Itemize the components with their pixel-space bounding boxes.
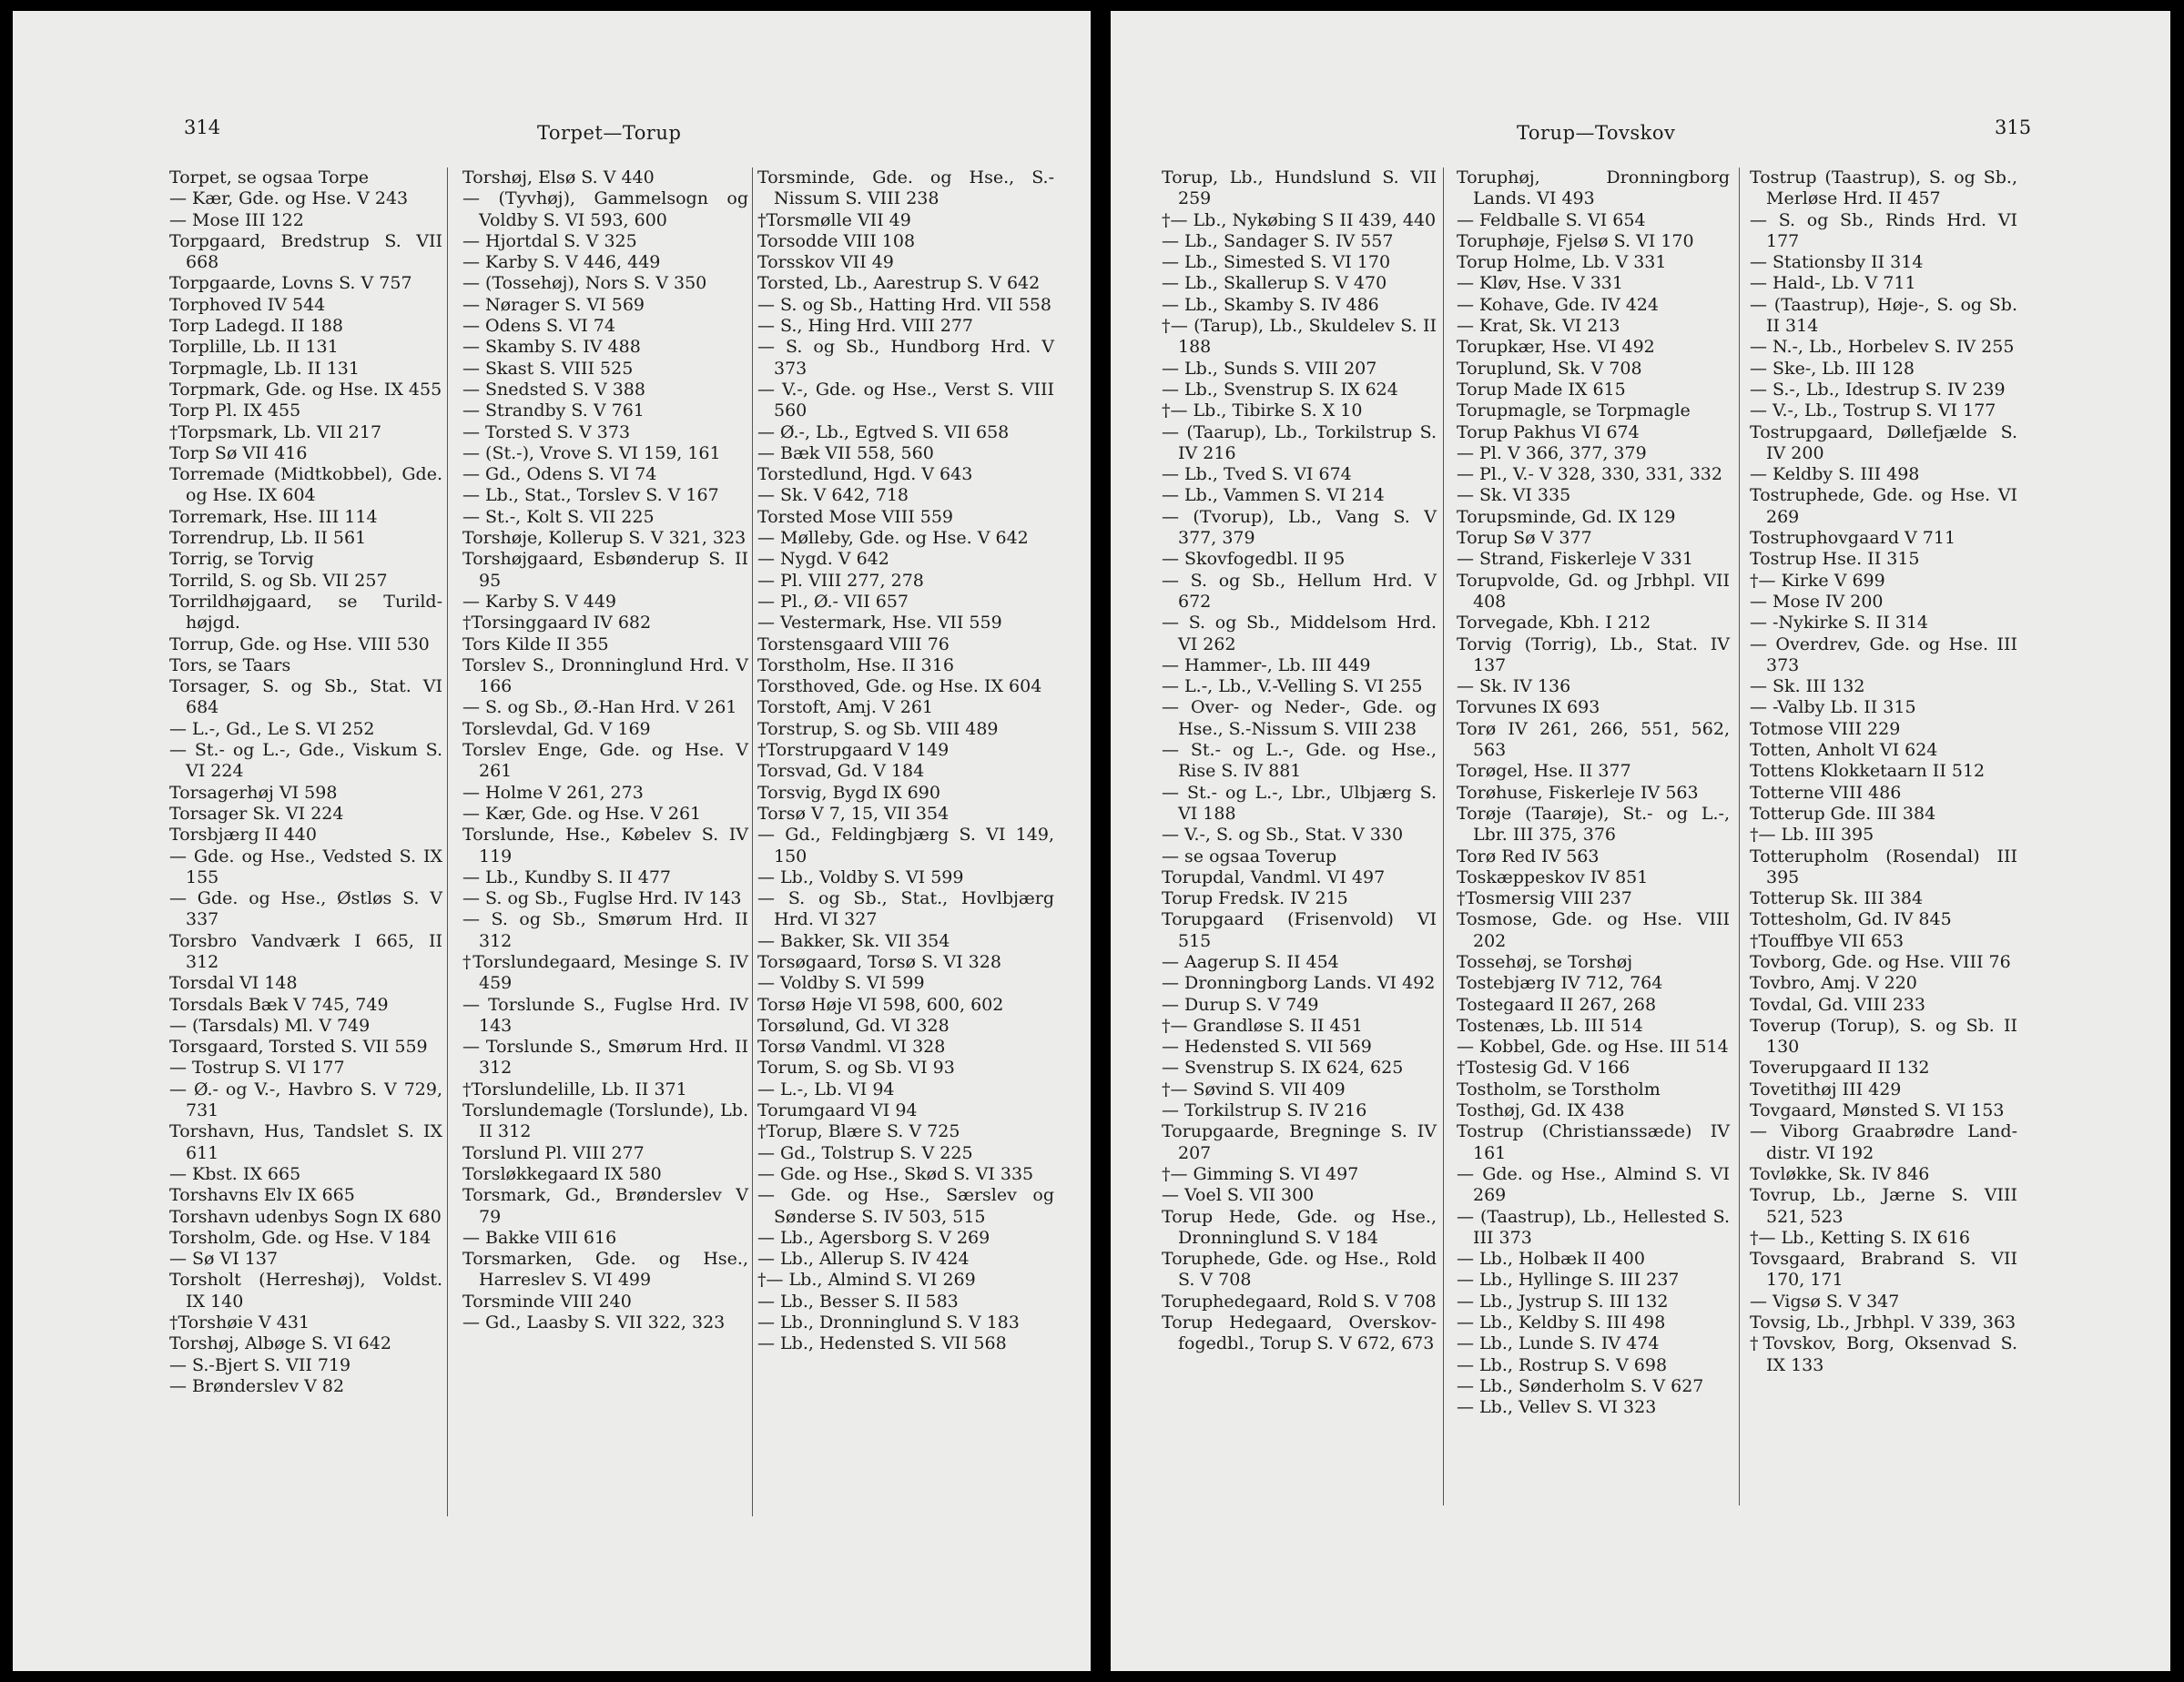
index-entry: — Sk. V 642, 718 (757, 485, 909, 506)
index-entry: Torshavn, Hus, Tandslet S. IX 611 (169, 1121, 442, 1163)
index-entry: — Kær, Gde. og Hse. V 243 (169, 188, 409, 209)
index-entry: — Holme V 261, 273 (462, 782, 644, 803)
index-entry: Totmose VIII 229 (1750, 718, 1901, 739)
index-entry: — Bæk VII 558, 560 (757, 442, 934, 463)
index-entry: †Torshøie V 431 (169, 1312, 310, 1333)
index-entry: — -Valby Lb. II 315 (1750, 697, 1916, 718)
index-entry: — V.-, S. og Sb., Stat. V 330 (1162, 825, 1404, 846)
index-entry: — (Taarup), Lb., Torkilstrup S. IV 216 (1162, 421, 1437, 463)
index-entry: — Lb., Simested S. VI 170 (1162, 252, 1391, 273)
index-entry: Torvegade, Kbh. I 212 (1457, 613, 1651, 633)
index-entry: Torup Hedegaard, Overskov-fogedbl., Torup S. V 672, 673 (1162, 1312, 1437, 1354)
index-entry: Torp Ladegd. II 188 (169, 316, 343, 337)
index-entry: †— Grandløse S. II 451 (1162, 1015, 1363, 1036)
index-entry: Torup Holme, Lb. V 331 (1457, 252, 1667, 273)
index-entry: Tostruphovgaard V 711 (1750, 528, 1956, 549)
index-entry: Torshøjgaard, Esbønderup S. II 95 (462, 549, 748, 591)
index-entry: Torøje (Taarøje), St.- og L.-, Lbr. III 375, 376 (1457, 803, 1730, 846)
index-entry: Torsskov VII 49 (757, 252, 894, 273)
index-entry: Torsager, S. og Sb., Stat. VI 684 (169, 676, 442, 718)
page-number: 314 (184, 117, 221, 138)
index-entry: Torshavns Elv IX 665 (169, 1185, 355, 1206)
index-entry: Tors Kilde II 355 (462, 633, 609, 654)
index-entry: Torsthoved, Gde. og Hse. IX 604 (757, 676, 1042, 697)
index-entry: — Pl. V 366, 377, 379 (1457, 442, 1647, 463)
index-entry: †Torsmølle VII 49 (757, 209, 911, 230)
index-entry: Toruplund, Sk. V 708 (1457, 358, 1642, 379)
right-page (1111, 11, 2170, 1671)
index-entry: Torsdals Bæk V 745, 749 (169, 994, 389, 1015)
index-entry: Toruphedegaard, Rold S. V 708 (1162, 1291, 1437, 1312)
index-entry: — Gd., Odens S. VI 74 (462, 464, 657, 485)
index-entry: Torsminde, Gde. og Hse., S.-Nissum S. VIII 238 (757, 167, 1054, 209)
index-entry: Tostrup (Taastrup), S. og Sb., Merløse Hrd. II 457 (1750, 167, 2017, 209)
index-entry: — (Tarsdals) Ml. V 749 (169, 1015, 371, 1036)
index-entry: — Ø.-, Lb., Egtved S. VII 658 (757, 421, 1010, 442)
index-entry: Torsø V 7, 15, VII 354 (757, 803, 950, 824)
index-entry: — Vigsø S. V 347 (1750, 1291, 1900, 1312)
index-entry: Totterne VIII 486 (1750, 782, 1902, 803)
index-entry: — Sø VI 137 (169, 1249, 279, 1270)
index-entry: Torrig, se Torvig (169, 549, 314, 570)
index-entry: — Lb., Skamby S. IV 486 (1162, 294, 1379, 315)
index-entry: Torslevdal, Gd. V 169 (462, 718, 651, 739)
index-entry: — Keldby S. III 498 (1750, 464, 1920, 485)
index-entry: †Torslundelille, Lb. II 371 (462, 1079, 687, 1099)
running-head: Torup—Tovskov (1517, 122, 1676, 144)
index-entry: †— Lb., Tibirke S. X 10 (1162, 400, 1363, 421)
index-entry: — Voldby S. VI 599 (757, 973, 925, 994)
index-entry: — Aagerup S. II 454 (1162, 951, 1339, 972)
index-entry: — Gde. og Hse., Østløs S. V 337 (169, 888, 442, 930)
index-entry: Torsløkkegaard IX 580 (462, 1163, 662, 1184)
index-entry: — Stationsby II 314 (1750, 252, 1924, 273)
index-entry: — Nygd. V 642 (757, 549, 889, 570)
index-entry: — Lb., Sønderholm S. V 627 (1457, 1375, 1704, 1396)
index-entry: Torupdal, Vandml. VI 497 (1162, 866, 1386, 887)
index-entry: — N.-, Lb., Horbelev S. IV 255 (1750, 337, 2015, 358)
column-rule (752, 167, 753, 1516)
index-entry: Tossehøj, se Torshøj (1457, 951, 1633, 972)
index-entry: — Gde. og Hse., Almind S. VI 269 (1457, 1163, 1730, 1206)
index-entry: Torsdal VI 148 (169, 973, 298, 994)
index-entry: — Brønderslev V 82 (169, 1375, 345, 1396)
index-entry: — L.-, Gd., Le S. VI 252 (169, 718, 375, 739)
index-entry: Tovsgaard, Brabrand S. VII 170, 171 (1750, 1249, 2017, 1291)
index-entry: — Voel S. VII 300 (1162, 1185, 1315, 1206)
index-entry: — Durup S. V 749 (1162, 994, 1319, 1015)
index-entry: Totterup Sk. III 384 (1750, 888, 1924, 909)
index-entry: Torslunde, Hse., Købelev S. IV 119 (462, 825, 748, 866)
index-entry: Torstedlund, Hgd. V 643 (757, 464, 973, 485)
index-entry: — Gd., Feldingbjærg S. VI 149, 150 (757, 825, 1054, 866)
page-number: 315 (1995, 117, 2032, 138)
index-entry: — S. og Sb., Hundborg Hrd. V 373 (757, 337, 1054, 379)
index-entry: — Torkilstrup S. IV 216 (1162, 1100, 1367, 1121)
index-entry: — Nørager S. VI 569 (462, 294, 645, 315)
index-entry: Torsø Høje VI 598, 600, 602 (757, 994, 1004, 1015)
index-entry: Toverupgaard II 132 (1750, 1058, 1930, 1079)
index-entry: Torsøgaard, Torsø S. VI 328 (757, 951, 1001, 972)
index-entry: — Hald-, Lb. V 711 (1750, 273, 1916, 294)
index-entry: Torupsminde, Gd. IX 129 (1457, 506, 1676, 527)
index-entry: Torøhuse, Fiskerleje IV 563 (1457, 782, 1699, 803)
index-entry: †— Kirke V 699 (1750, 570, 1885, 591)
index-column-3 (1750, 167, 2017, 1376)
index-entry: — Hammer-, Lb. III 449 (1162, 654, 1371, 675)
index-entry: — Lb., Jystrup S. III 132 (1457, 1291, 1669, 1312)
index-entry: — Lb., Dronninglund S. V 183 (757, 1312, 1020, 1333)
index-entry: — Snedsted S. V 388 (462, 379, 645, 400)
index-entry: Torup Fredsk. IV 215 (1162, 888, 1348, 909)
index-entry: — S. og Sb., Hatting Hrd. VII 558 (757, 294, 1052, 315)
index-entry: — Lb., Vellev S. VI 323 (1457, 1397, 1657, 1418)
index-entry: — S. og Sb., Fuglse Hrd. IV 143 (462, 888, 742, 909)
index-entry: — L.-, Lb., V.-Velling S. VI 255 (1162, 676, 1423, 697)
index-entry: †Torpsmark, Lb. VII 217 (169, 421, 382, 442)
index-entry: Torvig (Torrig), Lb., Stat. IV 137 (1457, 633, 1730, 675)
index-entry: Torpet, se ogsaa Torpe (169, 167, 370, 187)
index-entry: Torplille, Lb. II 131 (169, 337, 339, 358)
index-entry: — Lb., Sunds S. VIII 207 (1162, 358, 1377, 379)
index-entry: — Gde. og Hse., Særslev og Sønderse S. IV 503, 515 (757, 1185, 1054, 1227)
left-page (13, 11, 1091, 1671)
index-entry: Tottesholm, Gd. IV 845 (1750, 909, 1952, 930)
index-entry: Tosthøj, Gd. IX 438 (1457, 1100, 1625, 1121)
index-entry: — St.-, Kolt S. VII 225 (462, 506, 655, 527)
index-entry: Torupkær, Hse. VI 492 (1457, 337, 1655, 358)
index-entry: — (Taastrup), Lb., Hellested S. III 373 (1457, 1206, 1730, 1248)
index-entry: — Lb., Allerup S. IV 424 (757, 1249, 970, 1270)
index-entry: Tovetithøj III 429 (1750, 1079, 1902, 1099)
index-entry: Torphoved IV 544 (169, 294, 326, 315)
index-entry: — Strandby S. V 761 (462, 400, 645, 421)
index-entry: — Ske-, Lb. III 128 (1750, 358, 1915, 379)
index-entry: — Lb., Holbæk II 400 (1457, 1249, 1645, 1270)
index-entry: Torrendrup, Lb. II 561 (169, 528, 367, 549)
index-entry: — S. og Sb., Smørum Hrd. II 312 (462, 909, 748, 951)
index-entry: Torremark, Hse. III 114 (169, 506, 378, 527)
index-entry: — Dronningborg Lands. VI 492 (1162, 973, 1436, 994)
index-entry: — se ogsaa Toverup (1162, 846, 1337, 866)
index-entry: — S. og Sb., Stat., Hovlbjærg Hrd. VI 327 (757, 888, 1054, 930)
index-entry: Tostrup Hse. II 315 (1750, 549, 1920, 570)
running-head: Torpet—Torup (537, 122, 682, 144)
index-entry: — (Tyvhøj), Gammelsogn og Voldby S. VI 593, 600 (462, 188, 748, 230)
index-entry: Tostebjærg IV 712, 764 (1457, 973, 1663, 994)
index-entry: — Svenstrup S. IX 624, 625 (1162, 1058, 1404, 1079)
index-entry: — Torsted S. V 373 (462, 421, 631, 442)
index-entry: Tors, se Taars (169, 654, 291, 675)
index-entry: — Lb., Agersborg S. V 269 (757, 1227, 990, 1248)
index-entry: — Skovfogedbl. II 95 (1162, 549, 1346, 570)
index-entry: — -Nykirke S. II 314 (1750, 613, 1929, 633)
index-entry: †— Lb., Ketting S. IX 616 (1750, 1227, 1970, 1248)
index-entry: Torøgel, Hse. II 377 (1457, 761, 1631, 782)
index-entry: Tostenæs, Lb. III 514 (1457, 1015, 1643, 1036)
index-entry: Torremade (Midtkobbel), Gde. og Hse. IX 604 (169, 464, 442, 506)
index-entry: — Lb., Lunde S. IV 474 (1457, 1333, 1660, 1354)
index-entry: Torsmark, Gd., Brønderslev V 79 (462, 1185, 748, 1227)
index-entry: — Lb., Tved S. VI 674 (1162, 464, 1352, 485)
index-column-2 (462, 167, 748, 1333)
index-entry: — Ø.- og V.-, Havbro S. V 729, 731 (169, 1079, 442, 1121)
index-entry: Torstoft, Amj. V 261 (757, 697, 934, 718)
index-entry: Torstensgaard VIII 76 (757, 633, 950, 654)
index-entry: Torø Red IV 563 (1457, 846, 1600, 866)
index-entry: Tottens Klokketaarn II 512 (1750, 761, 1986, 782)
index-entry: Torp Pl. IX 455 (169, 400, 301, 421)
index-entry: — Lb., Hyllinge S. III 237 (1457, 1270, 1680, 1291)
index-entry: Tostegaard II 267, 268 (1457, 994, 1657, 1015)
index-entry: Torsholm, Gde. og Hse. V 184 (169, 1227, 432, 1248)
index-entry: — L.-, Lb. VI 94 (757, 1079, 895, 1099)
index-entry: — Kløv, Hse. V 331 (1457, 273, 1623, 294)
index-entry: Tostruphede, Gde. og Hse. VI 269 (1750, 485, 2017, 527)
index-entry: — Over- og Neder-, Gde. og Hse., S.-Nissum S. VIII 238 (1162, 697, 1437, 739)
index-entry: — Odens S. VI 74 (462, 316, 615, 337)
index-entry: — Karby S. V 446, 449 (462, 252, 661, 273)
index-entry: Torpgaarde, Lovns S. V 757 (169, 273, 412, 294)
index-entry: Torsted Mose VIII 559 (757, 506, 954, 527)
index-entry: Torpgaard, Bredstrup S. VII 668 (169, 230, 442, 273)
index-entry: — S.-, Lb., Idestrup S. IV 239 (1750, 379, 2006, 400)
index-entry: — Pl. VIII 277, 278 (757, 570, 924, 591)
index-entry: Torrild, S. og Sb. VII 257 (169, 570, 388, 591)
index-entry: †Touffbye VII 653 (1750, 930, 1905, 951)
index-entry: — (St.-), Vrove S. VI 159, 161 (462, 442, 721, 463)
index-entry: — Skast S. VIII 525 (462, 358, 634, 379)
index-entry: Torsbro Vandværk I 665, II 312 (169, 930, 442, 972)
column-rule (1739, 167, 1740, 1505)
index-entry: Torp Sø VII 416 (169, 442, 308, 463)
index-entry: Tovløkke, Sk. IV 846 (1750, 1163, 1930, 1184)
index-entry: †Torup, Blære S. V 725 (757, 1121, 960, 1142)
index-entry: Torsholt (Herreshøj), Voldst. IX 140 (169, 1270, 442, 1312)
index-entry: — Gde. og Hse., Skød S. VI 335 (757, 1163, 1034, 1184)
index-entry: Tostrupgaard, Døllefjælde S. IV 200 (1750, 421, 2017, 463)
index-entry: — Hedensted S. VII 569 (1162, 1037, 1372, 1058)
index-entry: — Sk. III 132 (1750, 676, 1865, 697)
index-entry: — Vestermark, Hse. VII 559 (757, 613, 1002, 633)
index-entry: — Lb., Vammen S. VI 214 (1162, 485, 1385, 506)
index-entry: — Karby S. V 449 (462, 591, 617, 612)
index-entry: Tovgaard, Mønsted S. VI 153 (1750, 1100, 2005, 1121)
index-entry: Torsminde VIII 240 (462, 1291, 632, 1312)
index-entry: †— Lb., Almind S. VI 269 (757, 1270, 976, 1291)
index-entry: Torslev S., Dronninglund Hrd. V 166 (462, 654, 748, 697)
index-entry: Torup Made IX 615 (1457, 379, 1626, 400)
index-entry: Torslev Enge, Gde. og Hse. V 261 (462, 740, 748, 782)
index-entry: Torshøj, Elsø S. V 440 (462, 167, 655, 187)
index-entry: Torsbjærg II 440 (169, 825, 317, 846)
index-entry: — V.-, Lb., Tostrup S. VI 177 (1750, 400, 1996, 421)
index-entry: Torsvad, Gd. V 184 (757, 761, 925, 782)
index-entry: — (Tvorup), Lb., Vang S. V 377, 379 (1162, 506, 1437, 549)
index-entry: Tostholm, se Torstholm (1457, 1079, 1661, 1099)
index-entry: — Bakker, Sk. VII 354 (757, 930, 950, 951)
index-entry: †— Søvind S. VII 409 (1162, 1079, 1346, 1099)
index-entry: Torsager Sk. VI 224 (169, 803, 344, 824)
index-entry: Toruphøj, Dronningborg Lands. VI 493 (1457, 167, 1730, 209)
index-entry: — Strand, Fiskerleje V 331 (1457, 549, 1693, 570)
index-entry: Torshøj, Albøge S. VI 642 (169, 1333, 391, 1354)
index-entry: Torsmarken, Gde. og Hse., Harreslev S. VI 499 (462, 1249, 748, 1291)
index-entry: †Torsinggaard IV 682 (462, 613, 652, 633)
index-entry: Torsodde VIII 108 (757, 230, 916, 251)
index-entry: — Lb., Hedensted S. VII 568 (757, 1333, 1007, 1354)
index-entry: — St.- og L.-, Gde., Viskum S. VI 224 (169, 740, 442, 782)
index-entry: Torrup, Gde. og Hse. VIII 530 (169, 633, 430, 654)
index-entry: Torup Pakhus VI 674 (1457, 421, 1640, 442)
index-entry: — Bakke VIII 616 (462, 1227, 617, 1248)
index-entry: — Mose IV 200 (1750, 591, 1884, 612)
index-entry: — Lb., Keldby S. III 498 (1457, 1312, 1666, 1333)
column-rule (1443, 167, 1444, 1505)
index-entry: Torø IV 261, 266, 551, 562, 563 (1457, 718, 1730, 761)
index-entry: — S. og Sb., Ø.-Han Hrd. V 261 (462, 697, 737, 718)
index-entry: Torsølund, Gd. VI 328 (757, 1015, 950, 1036)
index-entry: — Lb., Skallerup S. V 470 (1162, 273, 1387, 294)
index-entry: Tovdal, Gd. VIII 233 (1750, 994, 1925, 1015)
index-column-1 (1162, 167, 1437, 1355)
index-entry: Torsvig, Bygd IX 690 (757, 782, 940, 803)
index-entry: — S. og Sb., Middelsom Hrd. VI 262 (1162, 613, 1437, 654)
index-entry: Tostrup (Christianssæde) IV 161 (1457, 1121, 1730, 1163)
index-entry: — Lb., Kundby S. II 477 (462, 866, 672, 887)
index-entry: — Torslunde S., Smørum Hrd. II 312 (462, 1037, 748, 1079)
index-entry: — (Tossehøj), Nors S. V 350 (462, 273, 707, 294)
index-entry: †— Gimming S. VI 497 (1162, 1163, 1359, 1184)
index-entry: — S. og Sb., Hellum Hrd. V 672 (1162, 570, 1437, 612)
index-entry: Torum, S. og Sb. VI 93 (757, 1058, 955, 1079)
index-entry: †Tostesig Gd. V 166 (1457, 1058, 1630, 1079)
index-entry: Torupvolde, Gd. og Jrbhpl. VII 408 (1457, 570, 1730, 612)
index-entry: — V.-, Gde. og Hse., Verst S. VIII 560 (757, 379, 1054, 421)
index-entry: Torpmagle, Lb. II 131 (169, 358, 360, 379)
index-entry: Torpmark, Gde. og Hse. IX 455 (169, 379, 442, 400)
index-entry: Toruphøje, Fjelsø S. VI 170 (1457, 230, 1694, 251)
index-entry: — Viborg Graabrødre Land-distr. VI 192 (1750, 1121, 2017, 1163)
index-entry: Torstholm, Hse. II 316 (757, 654, 954, 675)
index-entry: — Sk. IV 136 (1457, 676, 1571, 697)
index-entry: Torsted, Lb., Aarestrup S. V 642 (757, 273, 1041, 294)
index-entry: — Lb., Voldby S. VI 599 (757, 866, 964, 887)
index-entry: Tovrup, Lb., Jærne S. VIII 521, 523 (1750, 1185, 2017, 1227)
index-entry: Torsgaard, Torsted S. VII 559 (169, 1037, 428, 1058)
index-entry: Torslund Pl. VIII 277 (462, 1142, 645, 1163)
index-entry: — Kohave, Gde. IV 424 (1457, 294, 1659, 315)
index-entry: †Tosmersig VIII 237 (1457, 888, 1632, 909)
index-entry: — S.-Bjert S. VII 719 (169, 1354, 351, 1375)
index-entry: — Torslunde S., Fuglse Hrd. IV 143 (462, 994, 748, 1036)
index-entry: — Kær, Gde. og Hse. V 261 (462, 803, 702, 824)
index-entry: †— (Tarup), Lb., Skuldelev S. II 188 (1162, 316, 1437, 358)
column-rule (447, 167, 448, 1516)
index-entry: — S. og Sb., Rinds Hrd. VI 177 (1750, 209, 2017, 251)
index-entry: — Lb., Svenstrup S. IX 624 (1162, 379, 1398, 400)
index-entry: Torsagerhøj VI 598 (169, 782, 338, 803)
index-entry: †Torslundegaard, Mesinge S. IV 459 (462, 951, 748, 994)
index-entry: Torstrup, S. og Sb. VIII 489 (757, 718, 999, 739)
index-entry: Torslundemagle (Torslunde), Lb. II 312 (462, 1100, 748, 1142)
index-entry: Torupgaard (Frisenvold) VI 515 (1162, 909, 1437, 951)
index-entry: — St.- og L.-, Lbr., Ulbjærg S. VI 188 (1162, 782, 1437, 824)
index-entry: Torvunes IX 693 (1457, 697, 1600, 718)
index-entry: Tovbro, Amj. V 220 (1750, 973, 1917, 994)
index-entry: — Skamby S. IV 488 (462, 337, 641, 358)
index-entry: — St.- og L.-, Gde. og Hse., Rise S. IV 881 (1162, 740, 1437, 782)
index-entry: Torumgaard VI 94 (757, 1100, 918, 1121)
index-entry: — (Taastrup), Høje-, S. og Sb. II 314 (1750, 294, 2017, 337)
index-entry: Torshøje, Kollerup S. V 321, 323 (462, 528, 747, 549)
index-entry: Torupgaarde, Bregninge S. IV 207 (1162, 1121, 1437, 1163)
index-entry: — Lb., Sandager S. IV 557 (1162, 230, 1394, 251)
index-entry: — Mølleby, Gde. og Hse. V 642 (757, 528, 1029, 549)
index-entry: — Mose III 122 (169, 209, 304, 230)
index-entry: — Krat, Sk. VI 213 (1457, 316, 1620, 337)
index-column-3 (757, 167, 1054, 1355)
index-entry: †Torstrupgaard V 149 (757, 740, 950, 761)
index-entry: Torshavn udenbys Sogn IX 680 (169, 1206, 442, 1227)
index-entry: Torsø Vandml. VI 328 (757, 1037, 946, 1058)
index-entry: — Feldballe S. VI 654 (1457, 209, 1646, 230)
index-entry: †— Lb., Nykøbing S II 439, 440 (1162, 209, 1437, 230)
index-entry: — Lb., Rostrup S. V 698 (1457, 1354, 1668, 1375)
index-entry: — Pl., V.- V 328, 330, 331, 332 (1457, 464, 1722, 485)
index-entry: Torup Sø V 377 (1457, 528, 1592, 549)
index-entry: — Lb., Stat., Torslev S. V 167 (462, 485, 719, 506)
index-entry: — Kobbel, Gde. og Hse. III 514 (1457, 1037, 1729, 1058)
index-entry: Toruphede, Gde. og Hse., Rold S. V 708 (1162, 1249, 1437, 1291)
index-column-1 (169, 167, 442, 1397)
index-entry: Totterup Gde. III 384 (1750, 803, 1936, 824)
index-entry: — Lb., Besser S. II 583 (757, 1291, 959, 1312)
index-entry: — Hjortdal S. V 325 (462, 230, 637, 251)
index-entry: Toverup (Torup), S. og Sb. II 130 (1750, 1015, 2017, 1058)
index-entry: †— Lb. III 395 (1750, 825, 1874, 846)
index-entry: Tovsig, Lb., Jrbhpl. V 339, 363 (1750, 1312, 2016, 1333)
index-entry: Toskæppeskov IV 851 (1457, 866, 1649, 887)
index-entry: — Gd., Tolstrup S. V 225 (757, 1142, 973, 1163)
index-entry: — S., Hing Hrd. VIII 277 (757, 316, 974, 337)
index-entry: — Pl., Ø.- VII 657 (757, 591, 909, 612)
index-entry: Torup, Lb., Hundslund S. VII 259 (1162, 167, 1437, 209)
index-entry: Tosmose, Gde. og Hse. VIII 202 (1457, 909, 1730, 951)
index-entry: Torrildhøjgaard, se Turild-højgd. (169, 591, 442, 633)
index-entry: — Overdrev, Gde. og Hse. III 373 (1750, 633, 2017, 675)
index-entry: — Sk. VI 335 (1457, 485, 1571, 506)
index-entry: — Tostrup S. VI 177 (169, 1058, 345, 1079)
index-column-2 (1457, 167, 1730, 1419)
index-entry: Torup Hede, Gde. og Hse., Dronninglund S. V 184 (1162, 1206, 1437, 1248)
index-entry: Totterupholm (Rosendal) III 395 (1750, 846, 2017, 887)
index-entry: Torupmagle, se Torpmagle (1457, 400, 1691, 421)
index-entry: †Tovskov, Borg, Oksenvad S. IX 133 (1750, 1333, 2017, 1375)
index-entry: — Gd., Laasby S. VII 322, 323 (462, 1312, 726, 1333)
index-entry: — Gde. og Hse., Vedsted S. IX 155 (169, 846, 442, 887)
index-entry: — Kbst. IX 665 (169, 1163, 301, 1184)
index-entry: Tovborg, Gde. og Hse. VIII 76 (1750, 951, 2011, 972)
index-entry: Totten, Anholt VI 624 (1750, 740, 1938, 761)
